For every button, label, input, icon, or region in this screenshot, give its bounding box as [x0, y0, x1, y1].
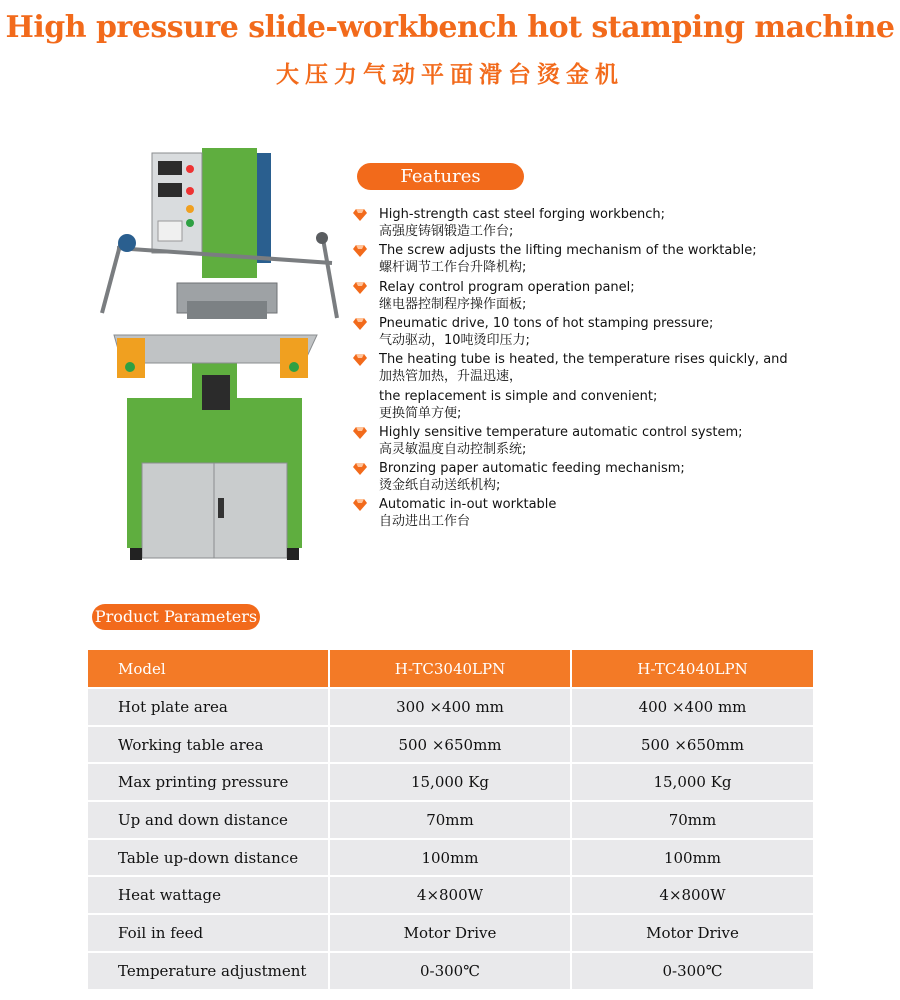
table-row [88, 839, 813, 877]
param-label: Hot plate area [88, 688, 329, 726]
param-value: 15,000 Kg [329, 763, 571, 801]
column-header-model-2: H-TC4040LPN [571, 650, 813, 688]
feature-item [353, 243, 853, 276]
feature-line: Pneumatic drive, 10 tons of hot stamping pressure; [379, 316, 714, 331]
diamond-icon [353, 245, 367, 257]
param-value: 0-300℃ [571, 952, 813, 989]
feature-line-cn: 高强度铸钢锻造工作台; [379, 223, 514, 239]
param-value: Motor Drive [571, 914, 813, 952]
feature-item [353, 461, 853, 494]
param-value: 100mm [571, 839, 813, 877]
param-label: Heat wattage [88, 876, 329, 914]
diamond-icon [353, 209, 367, 221]
parameters-table [88, 650, 813, 989]
feature-item [353, 316, 853, 349]
table-row [88, 688, 813, 726]
feature-item [353, 497, 853, 530]
feature-line-cn: 自动进出工作台 [379, 513, 471, 529]
param-label: Working table area [88, 726, 329, 764]
param-value: 15,000 Kg [571, 763, 813, 801]
param-value: Motor Drive [329, 914, 571, 952]
param-value: 0-300℃ [329, 952, 571, 989]
feature-line: Highly sensitive temperature automatic control system; [379, 425, 743, 440]
table-row [88, 801, 813, 839]
diamond-icon [353, 282, 367, 294]
feature-line: Relay control program operation panel; [379, 280, 635, 295]
feature-line: The screw adjusts the lifting mechanism of the worktable; [379, 243, 757, 258]
diamond-icon [353, 463, 367, 475]
feature-line-cn: 螺杆调节工作台升降机构; [379, 259, 527, 275]
column-header-model: Model [88, 650, 329, 688]
feature-item [353, 425, 853, 458]
diamond-icon [353, 499, 367, 511]
param-value: 4×800W [571, 876, 813, 914]
feature-line-cn: 气动驱动，10吨烫印压力; [379, 332, 530, 348]
feature-line-cn: 加热管加热，升温迅速， [379, 368, 523, 384]
param-label: Table up-down distance [88, 839, 329, 877]
feature-line-cn: 烫金纸自动送纸机构; [379, 477, 501, 493]
param-value: 70mm [571, 801, 813, 839]
table-row [88, 914, 813, 952]
param-label: Up and down distance [88, 801, 329, 839]
diamond-icon [353, 318, 367, 330]
param-label: Max printing pressure [88, 763, 329, 801]
feature-item [353, 280, 853, 313]
param-value: 300 ×400 mm [329, 688, 571, 726]
param-value: 500 ×650mm [571, 726, 813, 764]
table-row [88, 726, 813, 764]
param-value: 500 ×650mm [329, 726, 571, 764]
hot-stamping-machine-image [82, 143, 350, 563]
table-header-row [88, 650, 813, 688]
table-row [88, 763, 813, 801]
feature-line-cn: 继电器控制程序操作面板; [379, 296, 527, 312]
feature-item [353, 352, 853, 422]
param-value: 100mm [329, 839, 571, 877]
features-heading: Features [357, 163, 524, 190]
diamond-icon [353, 354, 367, 366]
feature-line-cn: 更换简单方便; [379, 405, 462, 421]
product-parameters-heading: Product Parameters [92, 604, 260, 630]
feature-line: Automatic in-out worktable [379, 497, 557, 512]
param-value: 400 ×400 mm [571, 688, 813, 726]
feature-line: The heating tube is heated, the temperature rises quickly, and [379, 352, 788, 367]
param-label: Foil in feed [88, 914, 329, 952]
param-value: 4×800W [329, 876, 571, 914]
column-header-model-1: H-TC3040LPN [329, 650, 571, 688]
table-row [88, 952, 813, 989]
feature-item [353, 207, 853, 240]
param-value: 70mm [329, 801, 571, 839]
feature-line: Bronzing paper automatic feeding mechanism; [379, 461, 685, 476]
feature-line: the replacement is simple and convenient; [379, 389, 658, 404]
feature-line-cn: 高灵敏温度自动控制系统; [379, 441, 527, 457]
page-subtitle-cn: 大压力气动平面滑台烫金机 [276, 62, 624, 88]
diamond-icon [353, 427, 367, 439]
page-title: High pressure slide-workbench hot stamping machine [5, 10, 895, 45]
param-label: Temperature adjustment [88, 952, 329, 989]
table-row [88, 876, 813, 914]
feature-line: High-strength cast steel forging workbench; [379, 207, 666, 222]
